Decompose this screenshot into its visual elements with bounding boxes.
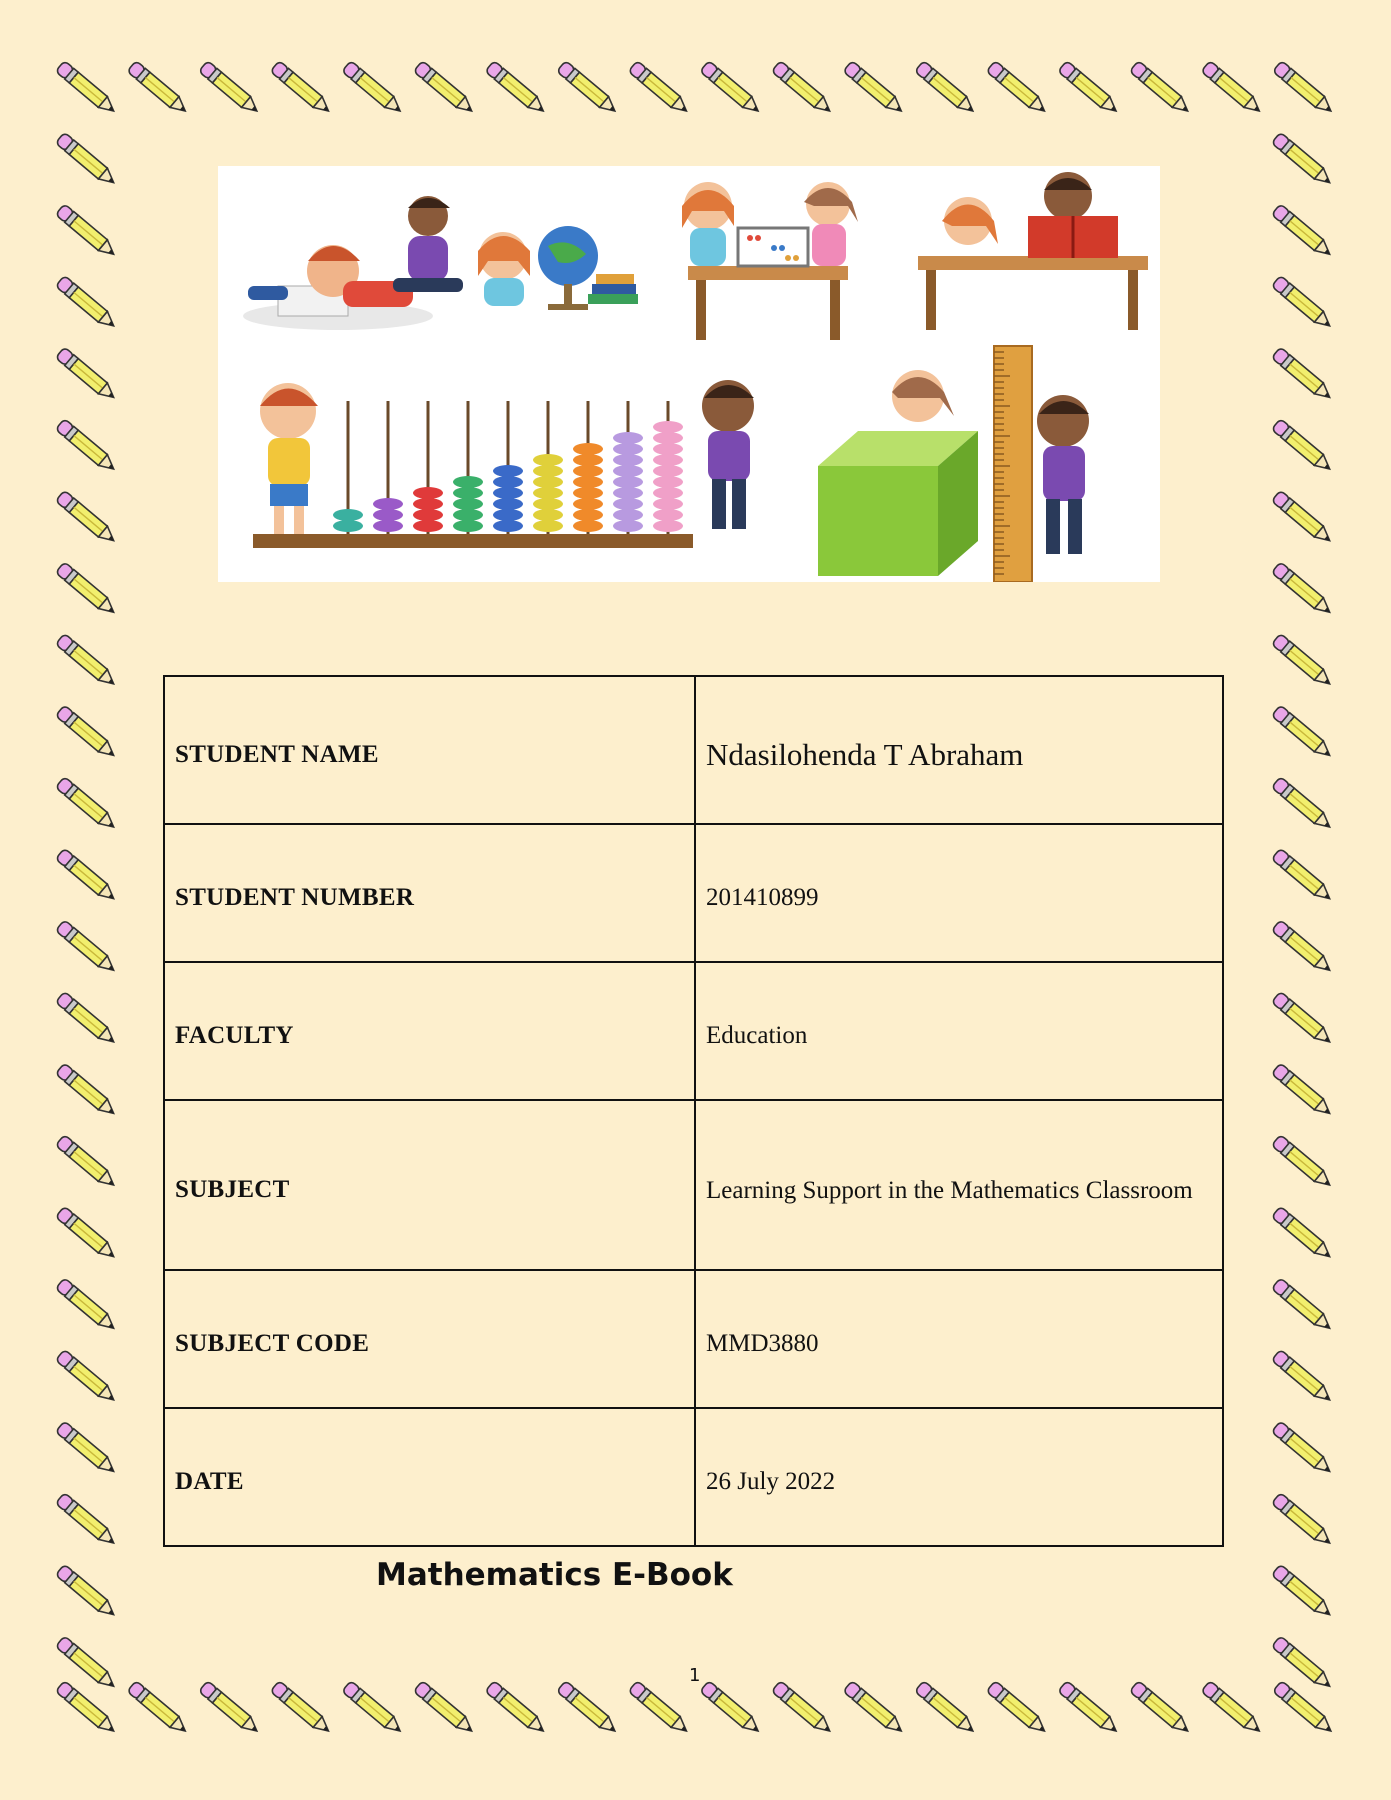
pencil-icon bbox=[56, 1206, 119, 1262]
pencil-icon bbox=[1130, 1681, 1193, 1737]
pencil-icon bbox=[56, 1135, 119, 1191]
pencil-icon bbox=[1272, 1421, 1335, 1477]
student-name-label: STUDENT NAME bbox=[164, 676, 695, 824]
pencil-icon bbox=[56, 1063, 119, 1119]
pencil-icon bbox=[56, 991, 119, 1047]
pencil-icon bbox=[56, 920, 119, 976]
subject-code-label: SUBJECT CODE bbox=[164, 1270, 695, 1408]
pencil-icon bbox=[56, 61, 119, 117]
pencil-icon bbox=[986, 1681, 1049, 1737]
date-label: DATE bbox=[164, 1408, 695, 1546]
pencil-icon bbox=[56, 777, 119, 833]
student-details-table bbox=[163, 675, 1224, 1547]
table-row bbox=[164, 1408, 1223, 1546]
page-number: 1 bbox=[689, 1665, 701, 1686]
pencil-icon bbox=[1272, 777, 1335, 833]
pencil-icon bbox=[1272, 275, 1335, 331]
pencil-icon bbox=[1273, 61, 1336, 117]
pencil-icon bbox=[1272, 848, 1335, 904]
pencil-icon bbox=[56, 419, 119, 475]
pencil-icon bbox=[56, 1564, 119, 1620]
table-row bbox=[164, 962, 1223, 1100]
pencil-icon bbox=[485, 1681, 548, 1737]
pencil-icon bbox=[1272, 419, 1335, 475]
pencil-icon bbox=[843, 1681, 906, 1737]
pencil-icon bbox=[56, 132, 119, 188]
pencil-icon bbox=[1272, 1493, 1335, 1549]
pencil-icon bbox=[772, 61, 835, 117]
children-learning-illustration bbox=[218, 166, 1160, 582]
pencil-icon bbox=[557, 1681, 620, 1737]
pencil-icon bbox=[199, 61, 262, 117]
pencil-icon bbox=[342, 61, 405, 117]
pencil-icon bbox=[1272, 1063, 1335, 1119]
pencil-icon bbox=[56, 848, 119, 904]
pencil-icon bbox=[628, 1681, 691, 1737]
pencil-icon bbox=[1272, 1206, 1335, 1262]
pencil-icon bbox=[915, 61, 978, 117]
pencil-icon bbox=[1272, 633, 1335, 689]
pencil-icon bbox=[1130, 61, 1193, 117]
pencil-icon bbox=[1272, 1564, 1335, 1620]
ebook-title: Mathematics E-Book bbox=[376, 1557, 733, 1593]
pencil-icon bbox=[56, 1349, 119, 1405]
subject-value: Learning Support in the Mathematics Classroom bbox=[695, 1100, 1223, 1270]
pencil-icon bbox=[628, 61, 691, 117]
pencil-icon bbox=[1201, 61, 1264, 117]
faculty-value: Education bbox=[695, 962, 1223, 1100]
pencil-icon bbox=[56, 633, 119, 689]
pencil-icon bbox=[1201, 1681, 1264, 1737]
pencil-icon bbox=[270, 1681, 333, 1737]
pencil-icon bbox=[485, 61, 548, 117]
pencil-icon bbox=[56, 347, 119, 403]
pencil-icon bbox=[56, 204, 119, 260]
pencil-icon bbox=[56, 275, 119, 331]
pencil-icon bbox=[56, 490, 119, 546]
subject-label: SUBJECT bbox=[164, 1100, 695, 1270]
pencil-icon bbox=[1058, 61, 1121, 117]
table-row bbox=[164, 824, 1223, 962]
pencil-icon bbox=[1272, 1349, 1335, 1405]
pencil-icon bbox=[1272, 204, 1335, 260]
table-row bbox=[164, 676, 1223, 824]
pencil-icon bbox=[986, 61, 1049, 117]
pencil-icon bbox=[1272, 991, 1335, 1047]
pencil-icon bbox=[700, 1681, 763, 1737]
pencil-icon bbox=[127, 61, 190, 117]
pencil-icon bbox=[414, 61, 477, 117]
pencil-icon bbox=[557, 61, 620, 117]
date-value: 26 July 2022 bbox=[695, 1408, 1223, 1546]
pencil-icon bbox=[1273, 1681, 1336, 1737]
pencil-icon bbox=[1272, 132, 1335, 188]
pencil-icon bbox=[1272, 347, 1335, 403]
pencil-icon bbox=[843, 61, 906, 117]
subject-code-value: MMD3880 bbox=[695, 1270, 1223, 1408]
table-row bbox=[164, 1100, 1223, 1270]
student-name-value: Ndasilohenda T Abraham bbox=[695, 676, 1223, 824]
pencil-icon bbox=[1272, 562, 1335, 618]
faculty-label: FACULTY bbox=[164, 962, 695, 1100]
pencil-icon bbox=[915, 1681, 978, 1737]
pencil-icon bbox=[56, 1681, 119, 1737]
pencil-icon bbox=[56, 1278, 119, 1334]
pencil-icon bbox=[700, 61, 763, 117]
pencil-icon bbox=[1272, 490, 1335, 546]
pencil-icon bbox=[1272, 920, 1335, 976]
pencil-icon bbox=[1272, 705, 1335, 761]
pencil-icon bbox=[270, 61, 333, 117]
pencil-icon bbox=[1272, 1278, 1335, 1334]
table-row bbox=[164, 1270, 1223, 1408]
pencil-icon bbox=[56, 1493, 119, 1549]
pencil-icon bbox=[414, 1681, 477, 1737]
student-number-label: STUDENT NUMBER bbox=[164, 824, 695, 962]
pencil-icon bbox=[342, 1681, 405, 1737]
pencil-icon bbox=[56, 1421, 119, 1477]
pencil-icon bbox=[1058, 1681, 1121, 1737]
pencil-icon bbox=[772, 1681, 835, 1737]
pencil-icon bbox=[56, 705, 119, 761]
pencil-icon bbox=[199, 1681, 262, 1737]
pencil-icon bbox=[1272, 1135, 1335, 1191]
pencil-icon bbox=[127, 1681, 190, 1737]
pencil-icon bbox=[56, 562, 119, 618]
student-number-value: 201410899 bbox=[695, 824, 1223, 962]
